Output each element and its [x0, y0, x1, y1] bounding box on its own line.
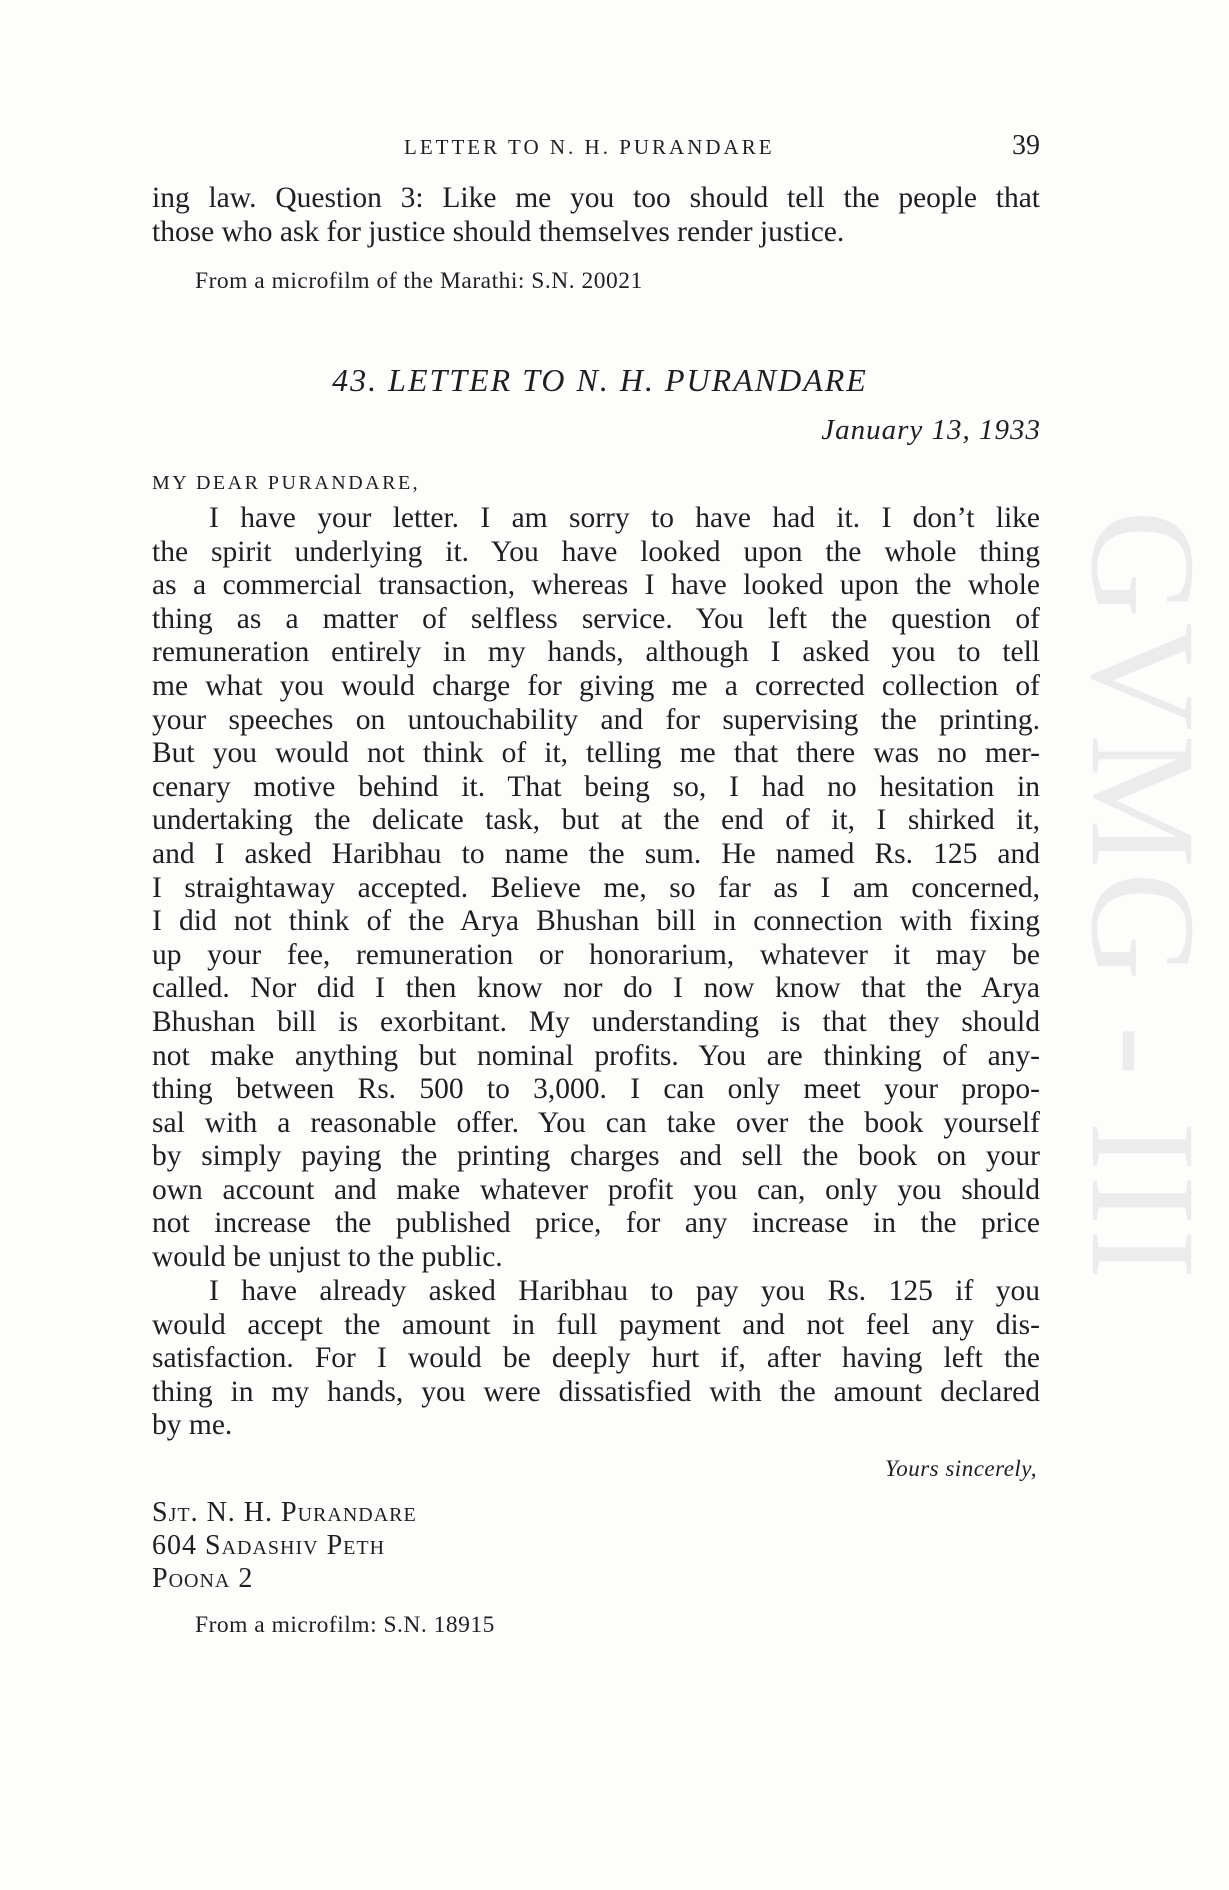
- text-line: own account and make whatever profit you can, only you should: [152, 1173, 1040, 1206]
- salutation: MY DEAR PURANDARE,: [152, 472, 421, 494]
- address-line-1: Sjt. N. H. Purandare: [152, 1497, 417, 1528]
- text-line: as a commercial transaction, whereas I have looked upon the whole: [152, 569, 1040, 602]
- text-line: satisfaction. For I would be deeply hurt if, after having left the: [152, 1342, 1040, 1375]
- text-line: and I asked Haribhau to name the sum. He named Rs. 125 and: [152, 837, 1040, 870]
- text-line: I straightaway accepted. Believe me, so far as I am concerned,: [152, 871, 1040, 904]
- text-line: cenary motive behind it. That being so, I had no hesitation in: [152, 770, 1040, 803]
- text-line: thing as a matter of selfless service. You left the question of: [152, 602, 1040, 635]
- text-line: up your fee, remuneration or honorarium, whatever it may be: [152, 938, 1040, 971]
- address-line-2: 604 Sadashiv Peth: [152, 1530, 386, 1561]
- text-line: But you would not think of it, telling me that there was no mer-: [152, 737, 1040, 770]
- text-line: the spirit underlying it. You have looked upon the whole thing: [152, 535, 1040, 568]
- letter-paragraph-2: [152, 1275, 1040, 1443]
- text-line: undertaking the delicate task, but at the end of it, I shirked it,: [152, 804, 1040, 837]
- text-line: remuneration entirely in my hands, although I asked you to tell: [152, 636, 1040, 669]
- text-line: I have already asked Haribhau to pay you Rs. 125 if you: [209, 1275, 1040, 1307]
- previous-letter-ending: [152, 182, 1040, 249]
- running-head: LETTER TO N. H. PURANDARE: [404, 135, 775, 159]
- text-line: thing between Rs. 500 to 3,000. I can only meet your propo-: [152, 1073, 1040, 1106]
- text-line: sal with a reasonable offer. You can take over the book yourself: [152, 1106, 1040, 1139]
- text-line: called. Nor did I then know nor do I now know that the Arya: [152, 972, 1040, 1005]
- page-number: 39: [1012, 130, 1040, 161]
- text-line: me what you would charge for giving me a corrected collection of: [152, 669, 1040, 702]
- closing: Yours sincerely,: [885, 1456, 1037, 1481]
- watermark: GVMG - III: [1060, 510, 1226, 1284]
- text-line: your speeches on untouchability and for supervising the printing.: [152, 703, 1040, 736]
- text-line: would accept the amount in full payment and not feel any dis-: [152, 1308, 1040, 1341]
- text-line: I did not think of the Arya Bhushan bill in connection with fixing: [152, 905, 1040, 938]
- text-line: not increase the published price, for any increase in the price: [152, 1207, 1040, 1240]
- letter-paragraph-1: [152, 502, 1040, 1275]
- text-line: by simply paying the printing charges and sell the book on your: [152, 1140, 1040, 1173]
- text-line: I have your letter. I am sorry to have had it. I don’t like: [209, 502, 1040, 534]
- text-line: not make anything but nominal profits. You are thinking of any-: [152, 1039, 1040, 1072]
- letter-date: January 13, 1933: [821, 414, 1041, 446]
- letter-title: 43. LETTER TO N. H. PURANDARE: [332, 362, 868, 398]
- text-line: would be unjust to the public.: [152, 1241, 503, 1274]
- text-line: by me.: [152, 1409, 233, 1442]
- text-line: ing law. Question 3: Like me you too should tell the people that: [152, 182, 1040, 214]
- previous-letter-source: From a microfilm of the Marathi: S.N. 20021: [195, 268, 643, 294]
- letter-source: From a microfilm: S.N. 18915: [195, 1612, 495, 1638]
- address-line-3: Poona 2: [152, 1563, 254, 1594]
- text-line: Bhushan bill is exorbitant. My understanding is that they should: [152, 1005, 1040, 1038]
- text-line: those who ask for justice should themselves render justice.: [152, 215, 845, 248]
- text-line: thing in my hands, you were dissatisfied with the amount declared: [152, 1375, 1040, 1408]
